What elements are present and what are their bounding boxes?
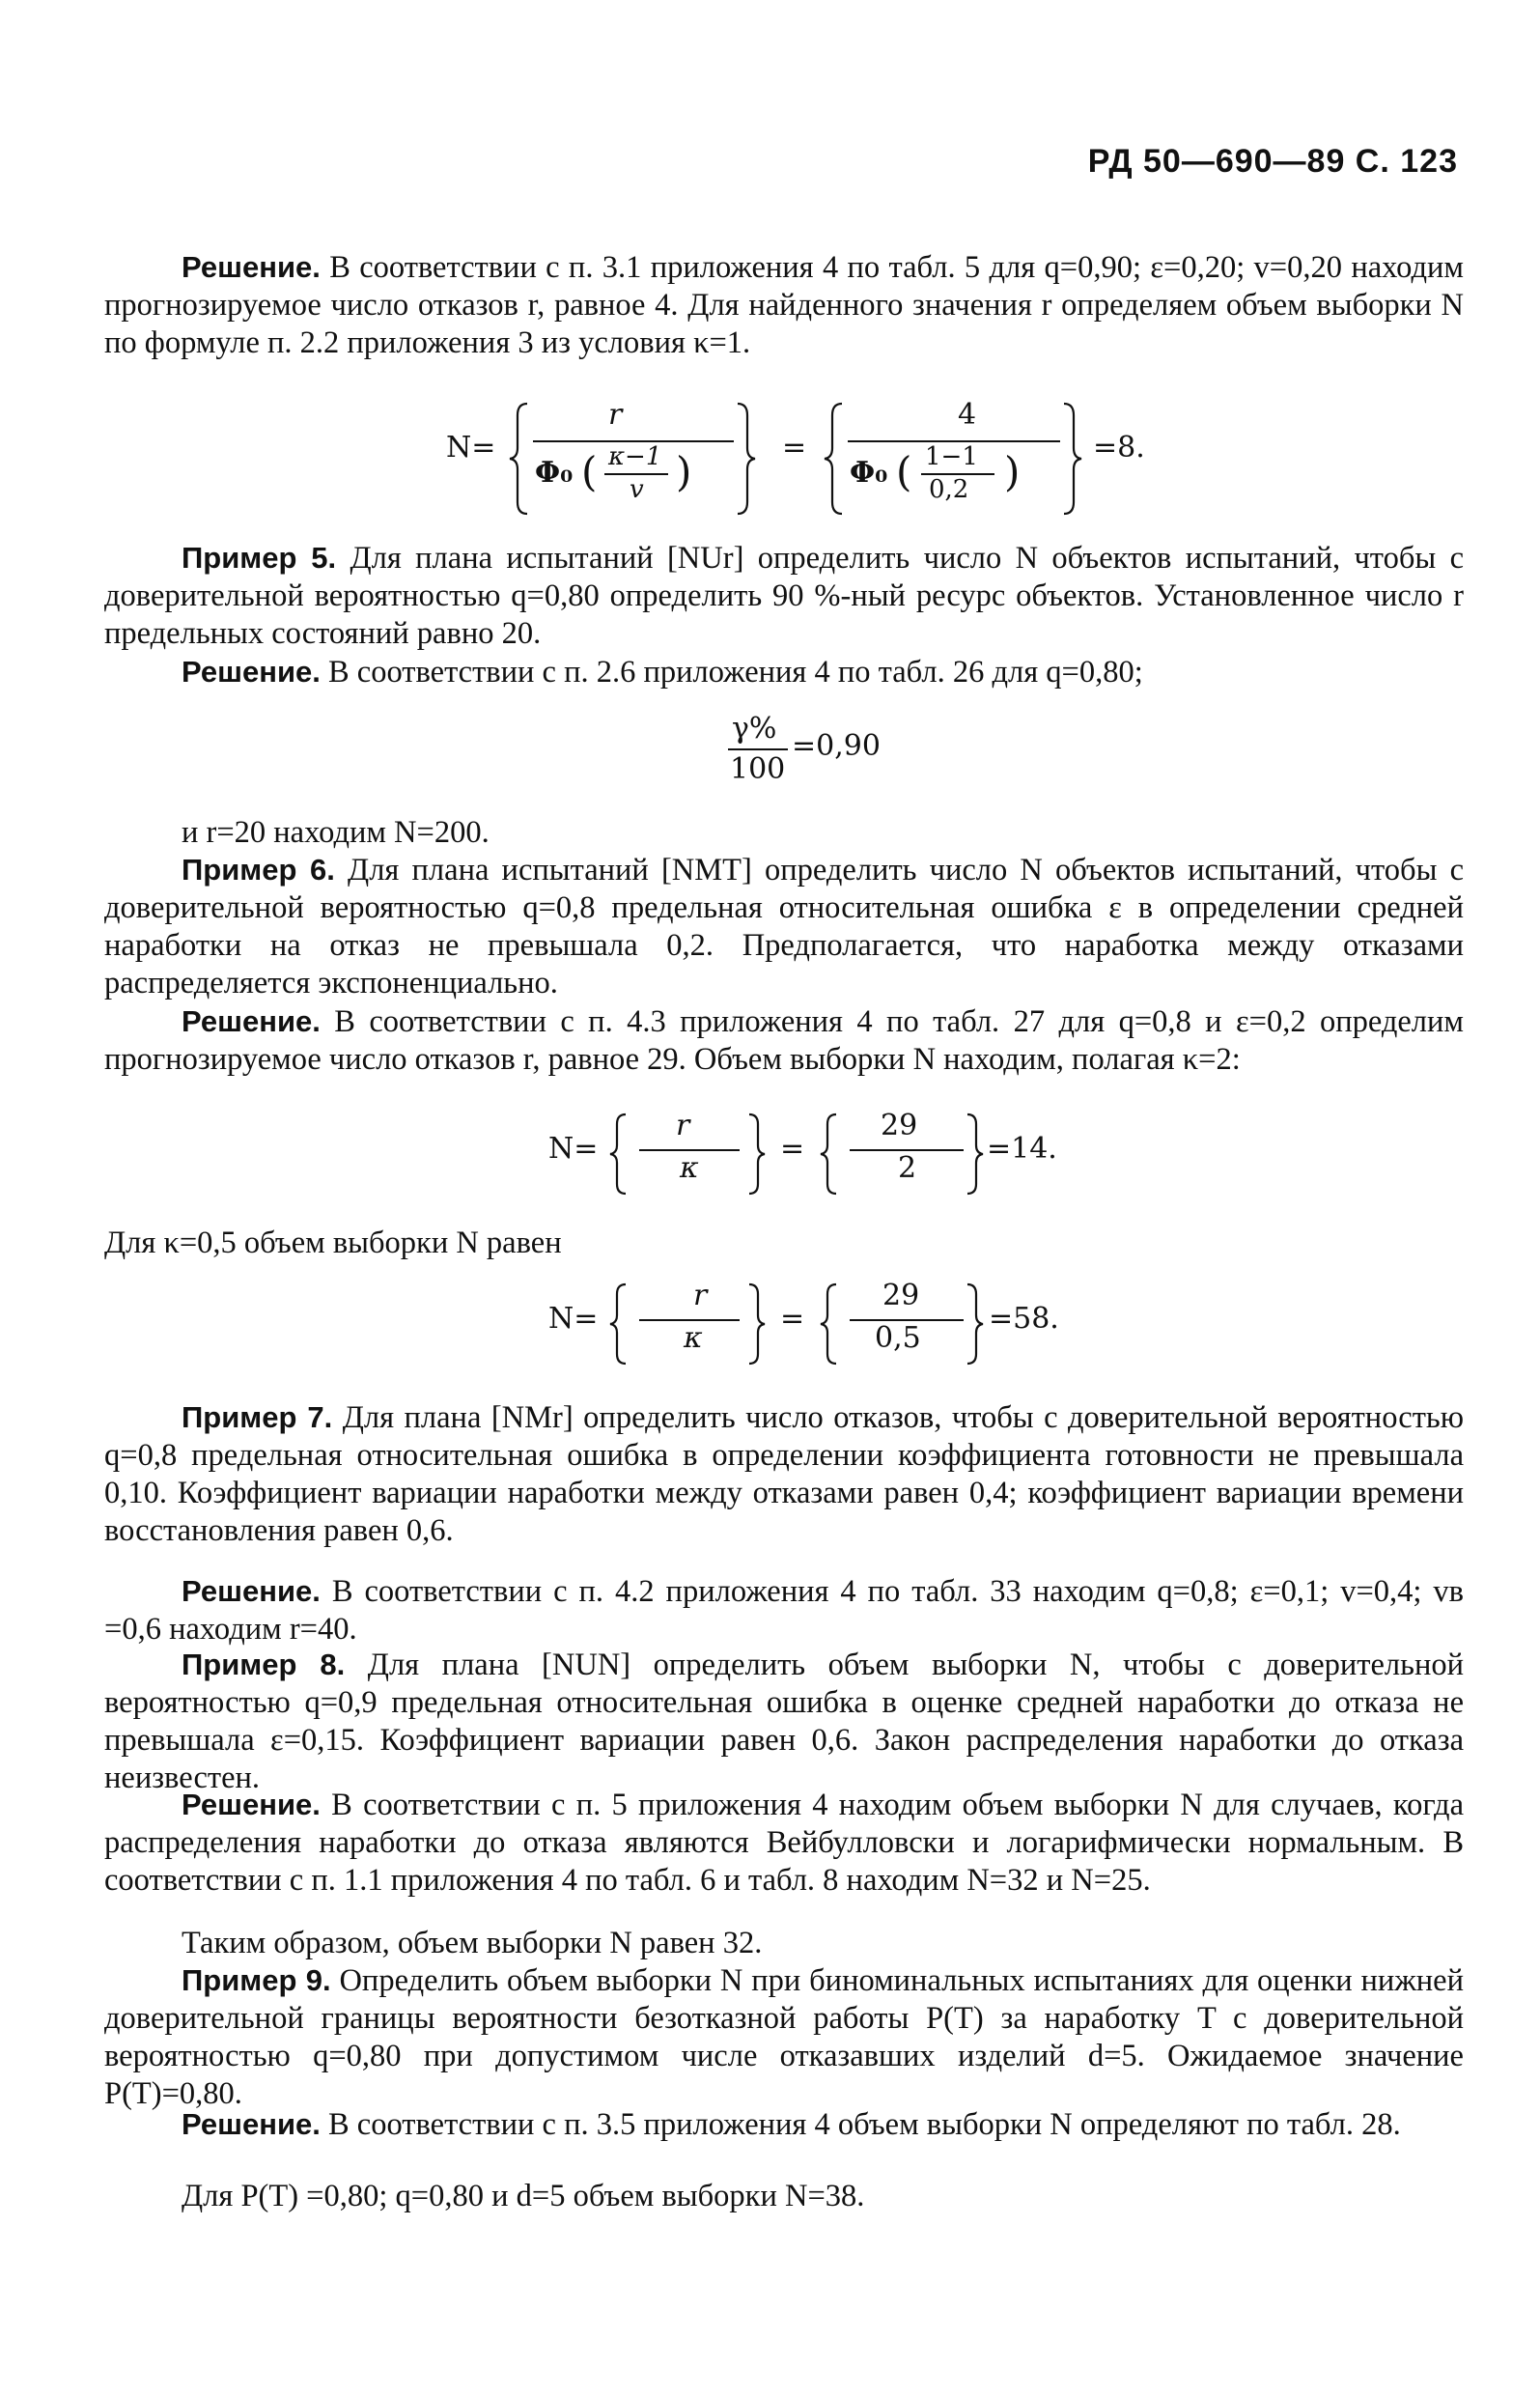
paren-close: ) [1004, 448, 1021, 495]
formula-3 [0, 1107, 1540, 1203]
formula-equals: = [780, 1302, 805, 1336]
right-brace [736, 402, 755, 516]
formula-equals: = [782, 431, 807, 465]
formula-4 [0, 1277, 1540, 1373]
right-brace [747, 1282, 765, 1366]
phi-symbol: Φ₀ [850, 456, 888, 490]
formula-lhs: N= [548, 1132, 599, 1166]
fraction-denominator: κ [680, 1151, 699, 1185]
paren-close: ) [676, 448, 692, 495]
formula-result: =0,90 [792, 729, 881, 763]
inner-denominator: v [630, 475, 644, 504]
paragraph-text: В соответствии с п. 4.2 приложения 4 по табл. 33 находим q=0,8; ε=0,1; v=0,4; vв =0,6 находим r=40. [104, 1574, 1464, 1647]
example-9-paragraph [104, 1961, 1464, 2113]
example-5-paragraph [104, 539, 1464, 653]
paren-open: ( [896, 448, 912, 495]
example-8-paragraph [104, 1646, 1464, 1797]
paragraph-text: Для κ=0,5 объем выборки N равен [104, 1226, 562, 1260]
left-brace [823, 1113, 840, 1196]
paragraph-lead: Решение. [182, 2107, 321, 2141]
inner-numerator: κ−1 [608, 442, 662, 471]
paragraph-lead: Решение. [182, 655, 321, 689]
paragraph-text: Для плана испытаний [NUr] определить число N объектов испытаний, чтобы с доверительной вероятностью q=0,80 определить 90 %-ный ресурс объектов. Установленное число r предельных состояний равно 20. [104, 541, 1464, 651]
fraction-numerator: r [693, 1279, 708, 1312]
paragraph-text: Таким образом, объем выборки N равен 32. [182, 1926, 763, 1960]
paragraph-text: В соответствии с п. 3.1 приложения 4 по табл. 5 для q=0,90; ε=0,20; v=0,20 находим прогнозируемое число отказов r, равное 4. Для найденного значения r определяем объем выборки N по формуле п. 2.2 приложения 3 из условия κ=1. [104, 250, 1464, 360]
paragraph-text: и r=20 находим N=200. [182, 815, 490, 850]
solution-paragraph-3 [104, 1002, 1464, 1079]
right-brace [966, 1113, 983, 1196]
fraction-denominator: 2 [898, 1151, 917, 1185]
right-brace [966, 1282, 983, 1366]
formula-result: =8. [1093, 431, 1145, 465]
solution-paragraph-4 [104, 1572, 1464, 1648]
fraction-numerator: 4 [958, 398, 977, 432]
paragraph-lead: Решение. [182, 1788, 321, 1821]
fraction-numerator: 29 [881, 1109, 918, 1142]
formula-result: =58. [989, 1302, 1059, 1336]
inner-numerator: 1−1 [925, 442, 978, 471]
paragraph-lead: Пример 8. [182, 1648, 346, 1681]
fraction-denominator: 0,5 [875, 1321, 921, 1355]
paragraph-lead: Пример 5. [182, 541, 337, 575]
fraction-numerator: r [676, 1109, 690, 1142]
paren-open: ( [581, 448, 598, 495]
paragraph-text: Определить объем выборки N при биноминальных испытаниях для оценки нижней доверительной границы вероятности безотказной работы P(T) за наработку T с доверительной вероятностью q=0,80 при допустимом числе отказавших изделий d=5. Ожидаемое значение P(T)=0,80. [104, 1963, 1464, 2111]
solution-paragraph-6 [104, 2105, 1464, 2144]
conclusion-line [104, 1925, 1464, 1962]
phi-symbol: Φ₀ [535, 456, 574, 490]
paragraph-text: Для плана [NUN] определить объем выборки N, чтобы с доверительной вероятностью q=0,9 предельная относительная ошибка в оценке средней наработки до отказа не превышала ε=0,15. Коэффициент вариации равен 0,6. Закон распределения наработки до отказа неизвестен. [104, 1648, 1464, 1795]
right-brace [1062, 402, 1081, 516]
fraction-denominator: 100 [730, 752, 786, 786]
right-brace [747, 1113, 765, 1196]
fraction-numerator: γ% [732, 712, 777, 746]
paragraph-text: В соответствии с п. 4.3 приложения 4 по табл. 27 для q=0,8 и ε=0,2 определим прогнозируемое число отказов r, равное 29. Объем выборки N находим, полагая κ=2: [104, 1004, 1464, 1077]
paragraph-text: В соответствии с п. 2.6 приложения 4 по табл. 26 для q=0,80; [320, 655, 1143, 690]
paragraph-lead: Решение. [182, 1574, 321, 1608]
left-brace [823, 1282, 840, 1366]
solution-paragraph-5 [104, 1786, 1464, 1900]
formula-1 [0, 394, 1540, 520]
paragraph-lead: Пример 9. [182, 1963, 331, 1997]
example-7-paragraph [104, 1398, 1464, 1550]
result-line [104, 814, 1464, 852]
solution-paragraph-2 [104, 653, 1464, 691]
fraction-numerator: 29 [882, 1279, 920, 1312]
left-brace [612, 1113, 630, 1196]
page-header: РД 50—690—89 С. 123 [1087, 143, 1458, 180]
paragraph-text: В соответствии с п. 3.5 приложения 4 объем выборки N определяют по табл. 28. [320, 2107, 1401, 2142]
formula-equals: = [780, 1132, 805, 1166]
formula-lhs: N= [548, 1302, 599, 1336]
paragraph-text: Для плана испытаний [NMT] определить число N объектов испытаний, чтобы с доверительной вероятностью q=0,8 предельная относительная ошибка ε в определении средней наработки на отказ не превышала 0,2. Предполагается, что наработка между отказами распределяется экспоненциально. [104, 853, 1464, 1000]
fraction-denominator: κ [684, 1321, 703, 1355]
fraction-bar [728, 748, 788, 750]
paragraph-text: Для P(T) =0,80; q=0,80 и d=5 объем выборки N=38. [182, 2179, 865, 2213]
final-line [104, 2178, 1464, 2215]
left-brace [612, 1282, 630, 1366]
paragraph-text: Для плана [NMr] определить число отказов, чтобы с доверительной вероятностью q=0,8 предельная относительная ошибка в определении коэффициента готовности не превышала 0,10. Коэффициент вариации наработки между отказами равен 0,4; коэффициент вариации времени восстановления равен 0,6. [104, 1400, 1464, 1548]
paragraph-lead: Решение. [182, 250, 321, 284]
paragraph-text: В соответствии с п. 5 приложения 4 находим объем выборки N для случаев, когда распределения наработки до отказа являются Вейбулловски и логарифмически нормальным. В соответствии с п. 1.1 приложения 4 по табл. 6 и табл. 8 находим N=32 и N=25. [104, 1788, 1464, 1898]
solution-paragraph-1 [104, 248, 1464, 362]
left-brace [826, 402, 846, 516]
formula-2 [0, 710, 1540, 816]
example-6-paragraph [104, 851, 1464, 1002]
paragraph-lead: Решение. [182, 1004, 321, 1038]
paragraph-lead: Пример 7. [182, 1400, 333, 1434]
transition-line [104, 1225, 1464, 1262]
formula-result: =14. [987, 1132, 1057, 1166]
paragraph-lead: Пример 6. [182, 853, 335, 887]
formula-lhs: N= [446, 431, 496, 465]
inner-denominator: 0,2 [929, 475, 969, 504]
left-brace [512, 402, 531, 516]
fraction-numerator: r [608, 398, 623, 432]
